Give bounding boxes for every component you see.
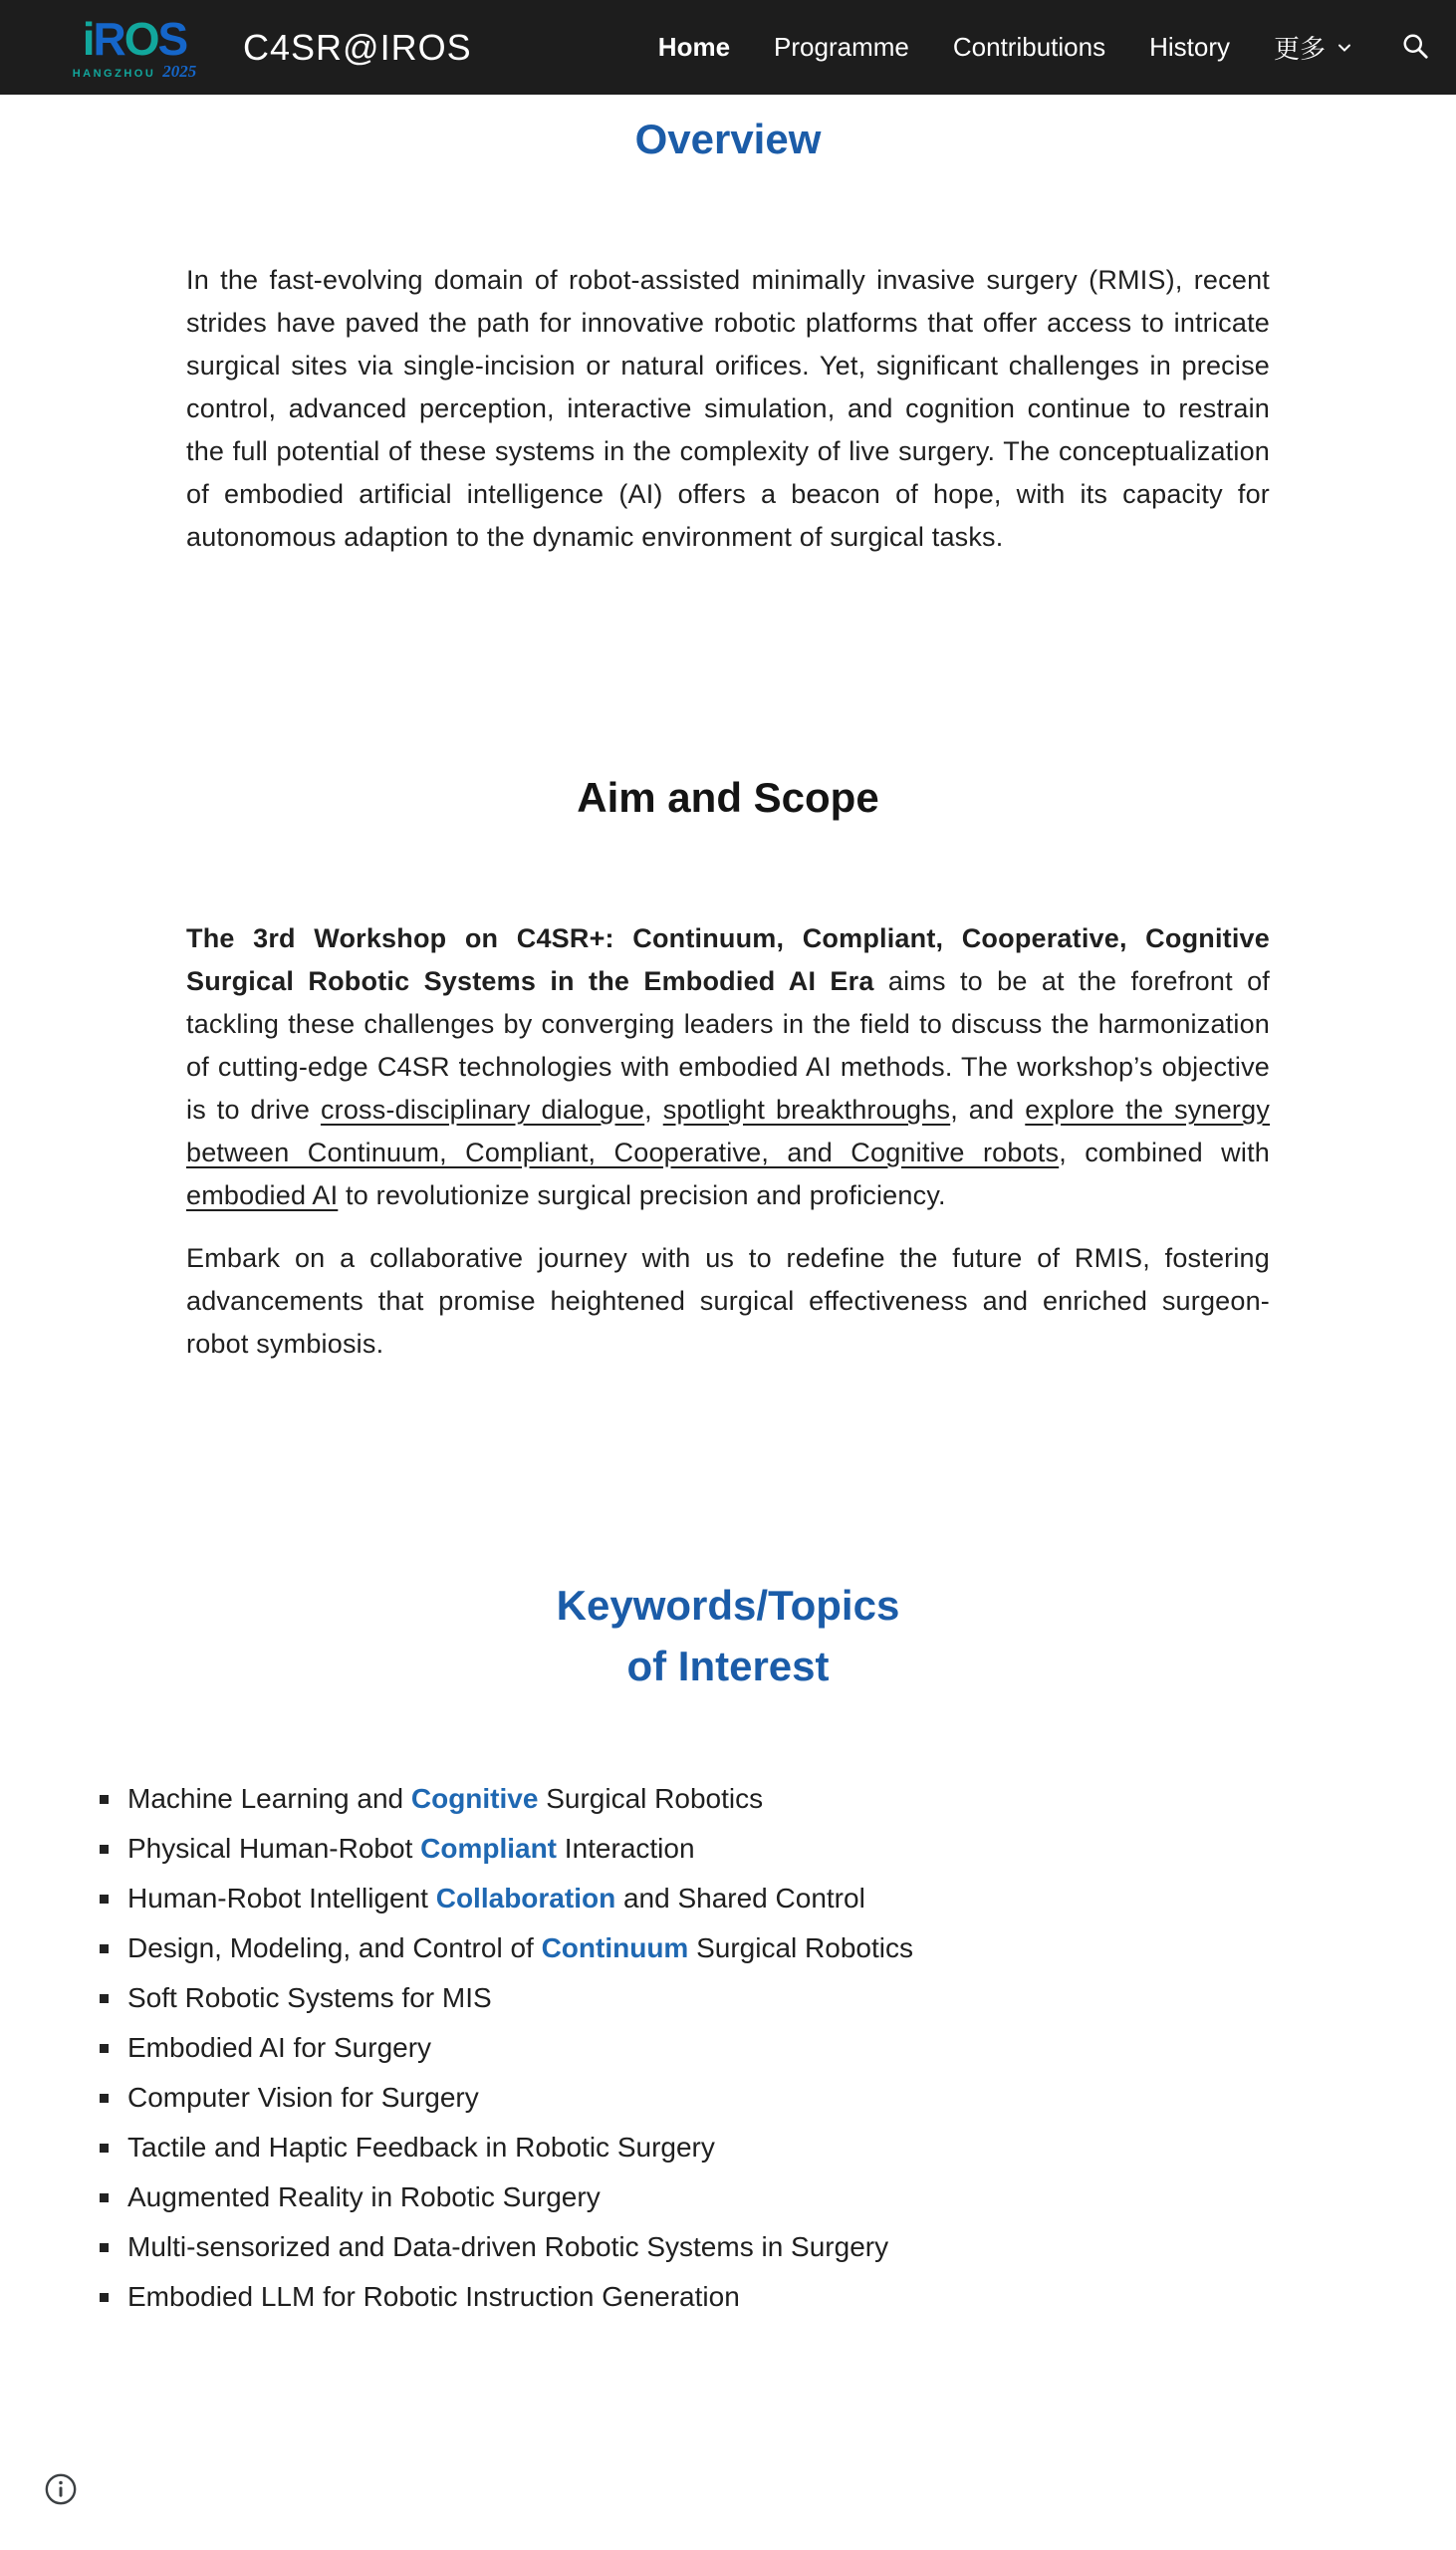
list-item <box>98 2023 1456 2073</box>
list-item <box>98 1874 1456 1923</box>
workshop-title-bold: The 3rd Workshop on C4SR+: Continuum, Compliant, Cooperative, Cognitive Surgical Robotic Systems in the Embodied AI Era <box>186 923 1270 996</box>
item-text: Multi-sensorized and Data-driven Robotic Systems in Surgery <box>127 2231 889 2262</box>
nav-item-history[interactable]: History <box>1149 32 1230 62</box>
item-text: Interaction <box>557 1833 695 1864</box>
site-header <box>0 0 1456 95</box>
nav-item-home[interactable]: Home <box>657 32 731 62</box>
nav-item-programme[interactable]: Programme <box>774 32 909 62</box>
item-text: Embodied AI for Surgery <box>127 2032 432 2063</box>
logo-subtitle <box>73 63 197 80</box>
list-item <box>98 1824 1456 1874</box>
item-text: Surgical Robotics <box>538 1783 764 1814</box>
item-text: Soft Robotic Systems for MIS <box>127 1982 492 2013</box>
underlined-phrase-1: cross-disciplinary dialogue <box>320 1095 645 1125</box>
aim-text-5: to revolutionize surgical precision and proficiency. <box>338 1180 946 1210</box>
list-item <box>98 1923 1456 1973</box>
nav-item-contributions[interactable]: Contributions <box>952 32 1106 62</box>
keywords-heading-line2: of Interest <box>626 1643 830 1689</box>
item-text: Embodied LLM for Robotic Instruction Generation <box>127 2281 740 2312</box>
list-item <box>98 2272 1456 2322</box>
search-button[interactable] <box>1400 31 1430 64</box>
logo-letter-s: S <box>157 12 187 65</box>
keywords-heading <box>0 1575 1456 1696</box>
logo-letter-o: O <box>123 12 158 65</box>
page-info-button[interactable] <box>44 2472 82 2510</box>
item-keyword: Cognitive <box>410 1783 539 1814</box>
logo-letter-r: R <box>93 12 124 65</box>
overview-paragraph: In the fast-evolving domain of robot-assisted minimally invasive surgery (RMIS), recent strides have paved the path for innovative robotic platforms that offer access to intricate surgical sites via single-incision or natural orifices. Yet, significant challenges in precise control, advanced perception, interactive simulation, and cognition continue to restrain the full potential of these systems in the complexity of live surgery. The conceptualization of embodied artificial intelligence (AI) offers a beacon of hope, with its capacity for autonomous adaption to the dynamic environment of surgical tasks. <box>186 265 1270 552</box>
underlined-phrase-3: explore the synergy between Continuum, Compliant, Cooperative, and Cognitive robots <box>186 1095 1271 1167</box>
item-text: and Shared Control <box>615 1883 865 1913</box>
item-text: Physical Human-Robot <box>127 1833 421 1864</box>
item-text: Machine Learning and <box>127 1783 411 1814</box>
underlined-phrase-4: embodied AI <box>186 1180 339 1210</box>
underlined-phrase-2: spotlight breakthroughs <box>662 1095 951 1125</box>
list-item <box>98 2123 1456 2172</box>
nav-more-label: 更多 <box>1273 34 1326 64</box>
aim-paragraph-1 <box>186 917 1270 1217</box>
main-nav <box>658 29 1430 66</box>
aim-text-1: aims to be at the forefront of tackling these challenges by converging leaders in the field to discuss the harmonization of cutting-edge C4SR technologies with embodied AI methods. The workshop’s objective is to drive <box>186 966 1270 1125</box>
item-text: Design, Modeling, and Control of <box>127 1932 542 1963</box>
list-item <box>98 2073 1456 2123</box>
aim-paragraph-2: Embark on a collaborative journey with us to redefine the future of RMIS, fostering advancements that promise heightened surgical effectiveness and enriched surgeon-robot symbiosis. <box>186 1243 1270 1359</box>
page-content <box>0 95 1456 2322</box>
list-item <box>98 1774 1456 1824</box>
item-text: Surgical Robotics <box>688 1932 913 1963</box>
item-text: Computer Vision for Surgery <box>127 2082 479 2113</box>
iros-logo-word <box>82 12 187 65</box>
keywords-heading-line1: Keywords/Topics <box>556 1582 900 1629</box>
aim-and-scope-heading: Aim and Scope <box>577 774 879 821</box>
info-icon <box>44 2472 78 2510</box>
keywords-list <box>98 1774 1456 2322</box>
search-icon <box>1400 31 1430 64</box>
item-text: Tactile and Haptic Feedback in Robotic Surgery <box>127 2132 715 2163</box>
list-item <box>98 2222 1456 2272</box>
logo-year: 2025 <box>162 61 197 81</box>
nav-item-more[interactable] <box>1274 29 1354 66</box>
aim-text-4: , combined with <box>1059 1138 1270 1167</box>
item-text: Augmented Reality in Robotic Surgery <box>127 2181 601 2212</box>
overview-heading: Overview <box>634 116 822 162</box>
aim-text-2: , <box>644 1095 663 1125</box>
logo-city: HANGZHOU <box>72 67 156 80</box>
iros-hangzhou-2025-logo[interactable] <box>40 12 229 81</box>
site-title[interactable]: C4SR@IROS <box>243 26 472 68</box>
item-keyword: Continuum <box>541 1932 689 1963</box>
list-item <box>98 2172 1456 2222</box>
item-text: Human-Robot Intelligent <box>127 1883 436 1913</box>
logo-letter-i: i <box>82 12 94 65</box>
aim-text-3: , and <box>950 1095 1026 1125</box>
item-keyword: Collaboration <box>435 1883 616 1913</box>
list-item <box>98 1973 1456 2023</box>
item-keyword: Compliant <box>420 1833 558 1864</box>
chevron-down-icon <box>1335 38 1354 58</box>
